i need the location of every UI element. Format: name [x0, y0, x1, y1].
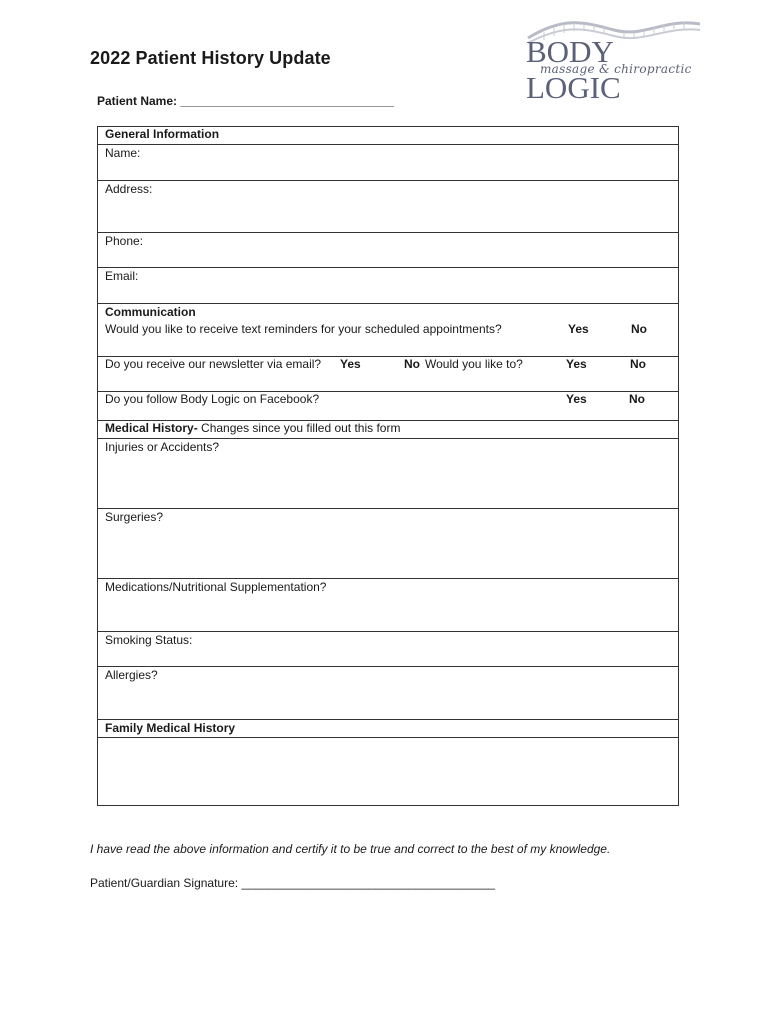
- signature-blank[interactable]: ______________________________________: [241, 876, 496, 890]
- newsletter-want-no[interactable]: No: [630, 357, 646, 371]
- body-logic-logo: [524, 16, 704, 105]
- patient-name-blank[interactable]: ________________________________: [180, 94, 394, 108]
- medical-history-heading: [105, 421, 400, 435]
- general-info-heading: General Information: [105, 127, 220, 141]
- divider: [97, 267, 679, 268]
- page-title: 2022 Patient History Update: [90, 48, 331, 68]
- family-history-heading: Family Medical History: [105, 721, 236, 735]
- text-reminders-yes[interactable]: Yes: [568, 322, 589, 336]
- divider: [97, 631, 679, 632]
- divider: [97, 438, 679, 439]
- newsletter-want-yes[interactable]: Yes: [566, 357, 587, 371]
- email-field[interactable]: Email:: [105, 269, 139, 283]
- patient-name-line[interactable]: [97, 94, 394, 108]
- text-reminders-question: Would you like to receive text reminders for your scheduled appointments?: [105, 322, 502, 336]
- divider: [97, 144, 679, 145]
- family-history-field[interactable]: [98, 738, 678, 805]
- communication-heading: Communication: [105, 305, 196, 319]
- facebook-no[interactable]: No: [629, 392, 645, 406]
- phone-field[interactable]: Phone:: [105, 234, 144, 248]
- medical-history-heading-rest: Changes since you filled out this form: [197, 421, 401, 435]
- newsletter-no[interactable]: No: [404, 357, 420, 371]
- address-field[interactable]: Address:: [105, 182, 153, 196]
- divider: [97, 666, 679, 667]
- signature-line[interactable]: [90, 876, 495, 890]
- medical-history-heading-bold: Medical History-: [105, 421, 198, 435]
- surgeries-field[interactable]: Surgeries?: [105, 510, 164, 524]
- logo-name: BODY LOGIC: [526, 34, 621, 105]
- signature-label: Patient/Guardian Signature:: [90, 876, 239, 890]
- certification-statement: I have read the above information and certify it to be true and correct to the best of my knowledge.: [90, 842, 611, 856]
- smoking-status-field[interactable]: Smoking Status:: [105, 633, 193, 647]
- divider: [97, 719, 679, 720]
- newsletter-question: Do you receive our newsletter via email?: [105, 357, 322, 371]
- injuries-field[interactable]: Injuries or Accidents?: [105, 440, 220, 454]
- patient-history-form: [97, 126, 679, 806]
- patient-name-label: Patient Name:: [97, 94, 178, 108]
- facebook-question: Do you follow Body Logic on Facebook?: [105, 392, 320, 406]
- logo-tagline: massage & chiropractic: [540, 62, 692, 76]
- facebook-yes[interactable]: Yes: [566, 392, 587, 406]
- divider: [97, 180, 679, 181]
- divider: [97, 578, 679, 579]
- divider: [97, 508, 679, 509]
- allergies-field[interactable]: Allergies?: [105, 668, 158, 682]
- divider: [97, 303, 679, 304]
- name-field[interactable]: Name:: [105, 146, 141, 160]
- newsletter-yes[interactable]: Yes: [340, 357, 361, 371]
- newsletter-follow-question: Would you like to?: [425, 357, 523, 371]
- medications-field[interactable]: Medications/Nutritional Supplementation?: [105, 580, 327, 594]
- text-reminders-no[interactable]: No: [631, 322, 647, 336]
- divider: [97, 232, 679, 233]
